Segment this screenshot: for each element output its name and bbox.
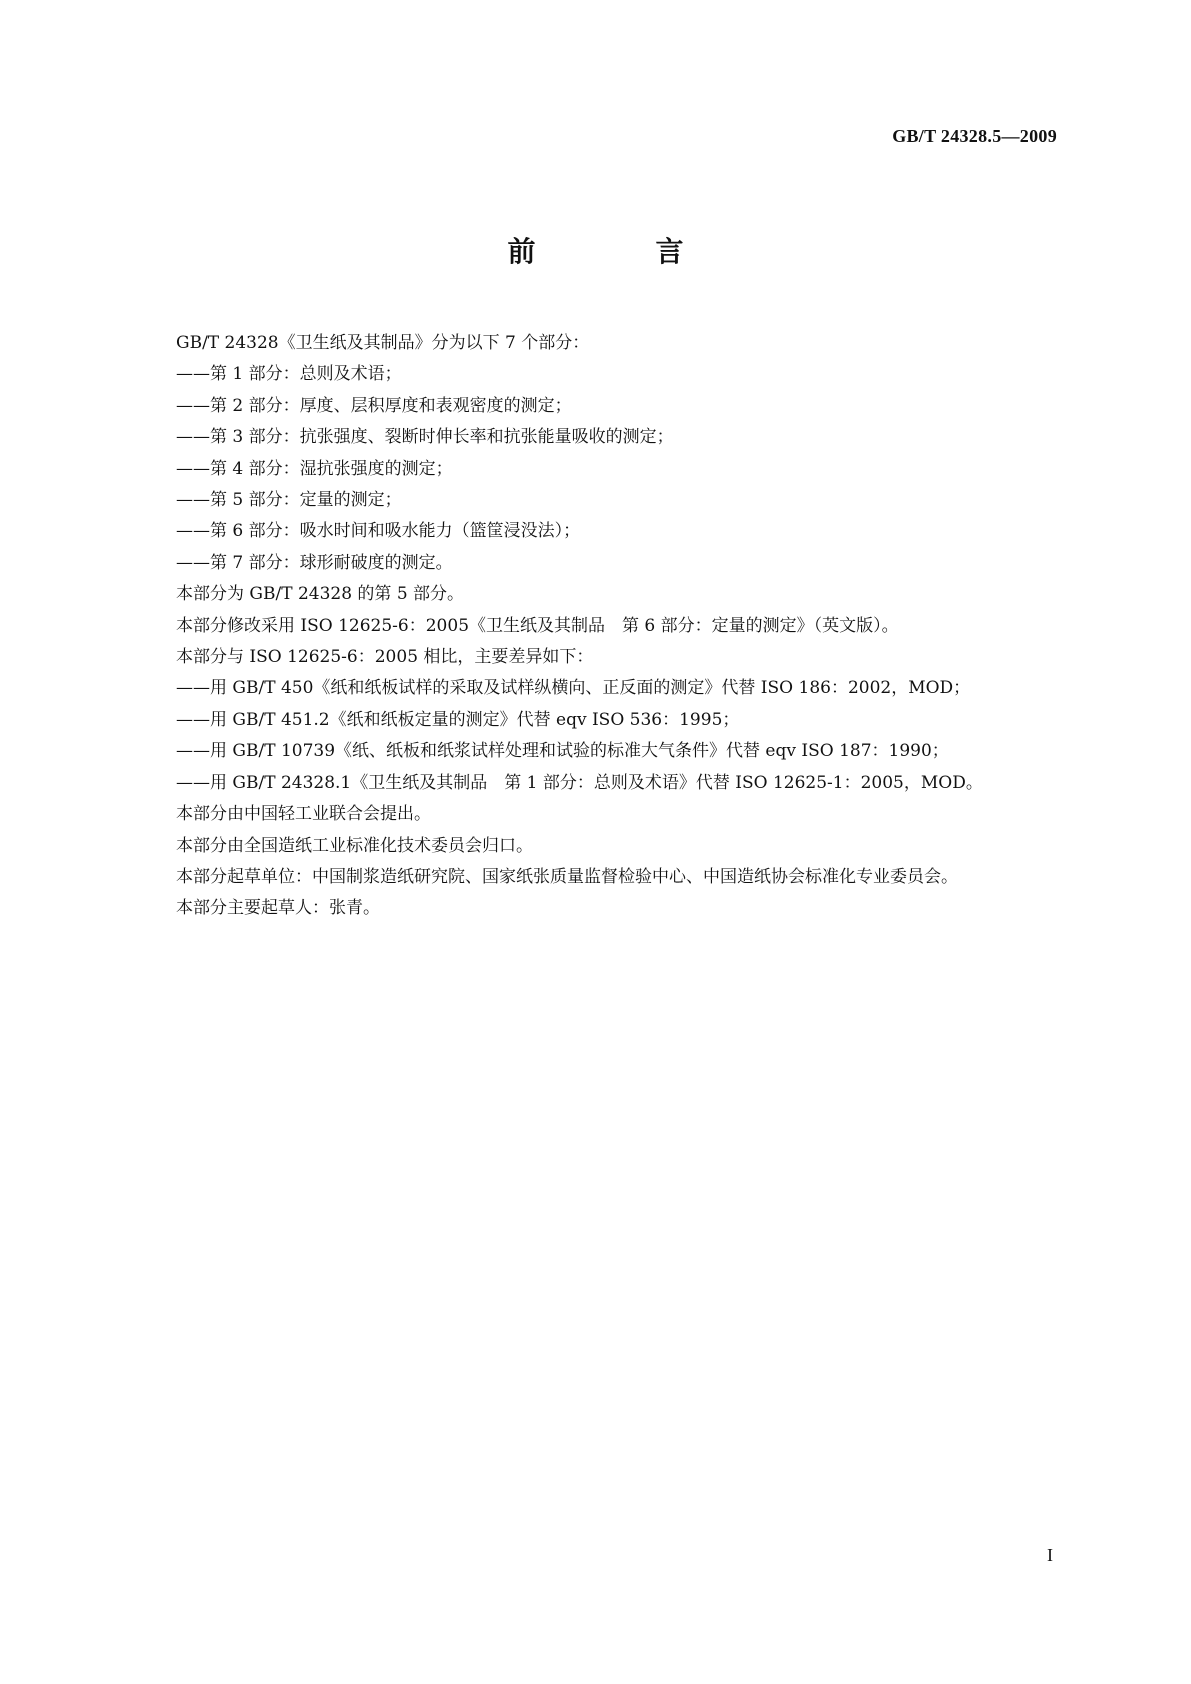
page-title: 前 言 [507,235,730,268]
list-item-part-3: ——第 3 部分：抗张强度、裂断时伸长率和抗张能量吸收的测定； [176,427,674,448]
list-item-part-1: ——第 1 部分：总则及术语； [176,364,402,385]
standard-code: GB/T 24328.5—2009 [892,126,1057,146]
list-item-diff-2: ——用 GB/T 451.2《纸和纸板定量的测定》代替 eqv ISO 536：1995； [176,709,740,730]
list-item-diff-4: ——用 GB/T 24328.1《卫生纸及其制品 第 1 部分：总则及术语》代替 ISO 12625-1：2005，MOD。 [176,772,983,793]
foreword-body [134,328,1057,925]
list-item-part-6: ——第 6 部分：吸水时间和吸水能力（篮筐浸没法）； [176,521,581,542]
list-item-diff-3: ——用 GB/T 10739《纸、纸板和纸浆试样处理和试验的标准大气条件》代替 eqv ISO 187：1990； [176,741,949,762]
list-item-part-7: ——第 7 部分：球形耐破度的测定。 [176,552,453,573]
paragraph-intro: GB/T 24328《卫生纸及其制品》分为以下 7 个部分： [176,333,590,353]
paragraph-committee: 本部分由全国造纸工业标准化技术委员会归口。 [176,835,533,856]
page-number: I [1047,1545,1053,1565]
list-item-diff-1: ——用 GB/T 450《纸和纸板试样的采取及试样纵横向、正反面的测定》代替 ISO 186：2002，MOD； [176,678,971,699]
list-item-part-4: ——第 4 部分：湿抗张强度的测定； [176,458,453,479]
paragraph-proposer: 本部分由中国轻工业联合会提出。 [176,804,431,825]
paragraph-scope: 本部分为 GB/T 24328 的第 5 部分。 [176,584,465,605]
paragraph-drafter: 本部分主要起草人：张青。 [176,898,380,919]
list-item-part-2: ——第 2 部分：厚度、层积厚度和表观密度的测定； [176,395,572,416]
paragraph-adoption: 本部分修改采用 ISO 12625-6：2005《卫生纸及其制品 第 6 部分：定量的测定》（英文版）。 [176,615,899,636]
list-item-part-5: ——第 5 部分：定量的测定； [176,490,402,511]
paragraph-drafting-units: 本部分起草单位：中国制浆造纸研究院、国家纸张质量监督检验中心、中国造纸协会标准化专业委员会。 [176,866,958,887]
paragraph-differences: 本部分与 ISO 12625-6：2005 相比，主要差异如下： [176,647,594,668]
